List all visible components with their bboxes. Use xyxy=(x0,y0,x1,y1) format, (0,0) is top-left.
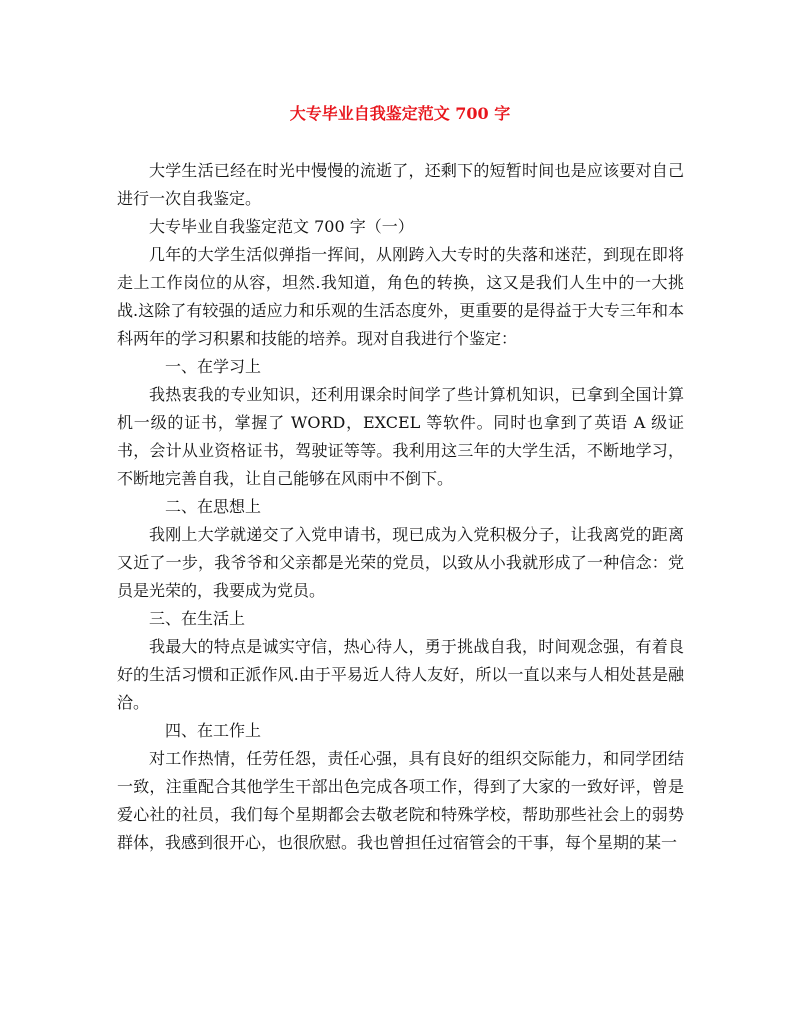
intro-paragraph: 大学生活已经在时光中慢慢的流逝了，还剩下的短暂时间也是应该要对自己进行一次自我鉴定。 xyxy=(117,161,684,208)
section-body-work: 对工作热情，任劳任怨，责任心强，具有良好的组织交际能力，和同学团结一致，注重配合其他学生干部出色完成各项工作，得到了大家的一致好评，曾是爱心社的社员，我们每个星期都会去敬老院和特殊学校，帮助那些社会上的弱势群体，我感到很开心，也很欣慰。我也曾担任过宿管会的干事，每个星期的某一 xyxy=(117,749,684,852)
section-body-study: 我热衷我的专业知识，还利用课余时间学了些计算机知识，已拿到全国计算机一级的证书，掌握了 WORD，EXCEL 等软件。同时也拿到了英语 A 级证书，会计从业资格证书，驾驶证等等。我利用这三年的大学生活，不断地学习，不断地完善自我，让自己能够在风雨中不倒下。 xyxy=(117,385,684,488)
opening-paragraph: 几年的大学生活似弹指一挥间，从刚跨入大专时的失落和迷茫，到现在即将走上工作岗位的从容，坦然.我知道，角色的转换，这又是我们人生中的一大挑战.这除了有较强的适应力和乐观的生活态度外，更重要的是得益于大专三年和本科两年的学习积累和技能的培养。现对自我进行个鉴定： xyxy=(117,245,684,348)
section-heading-work: 四、在工作上 xyxy=(165,721,262,740)
section-body-thought: 我刚上大学就递交了入党申请书，现已成为入党积极分子，让我离党的距离又近了一步，我爷爷和父亲都是光荣的党员，以致从小我就形成了一种信念：党员是光荣的，我要成为党员。 xyxy=(117,525,684,600)
section-heading-study: 一、在学习上 xyxy=(165,357,262,376)
subtitle-heading: 大专毕业自我鉴定范文 700 字（一） xyxy=(149,217,414,236)
section-heading-thought: 二、在思想上 xyxy=(165,497,262,516)
document-body xyxy=(117,157,684,857)
section-heading-life: 三、在生活上 xyxy=(149,609,246,628)
document-title: 大专毕业自我鉴定范文 700 字 xyxy=(289,104,511,123)
section-body-life: 我最大的特点是诚实守信，热心待人，勇于挑战自我，时间观念强，有着良好的生活习惯和正派作风.由于平易近人待人友好，所以一直以来与人相处甚是融洽。 xyxy=(117,637,684,712)
